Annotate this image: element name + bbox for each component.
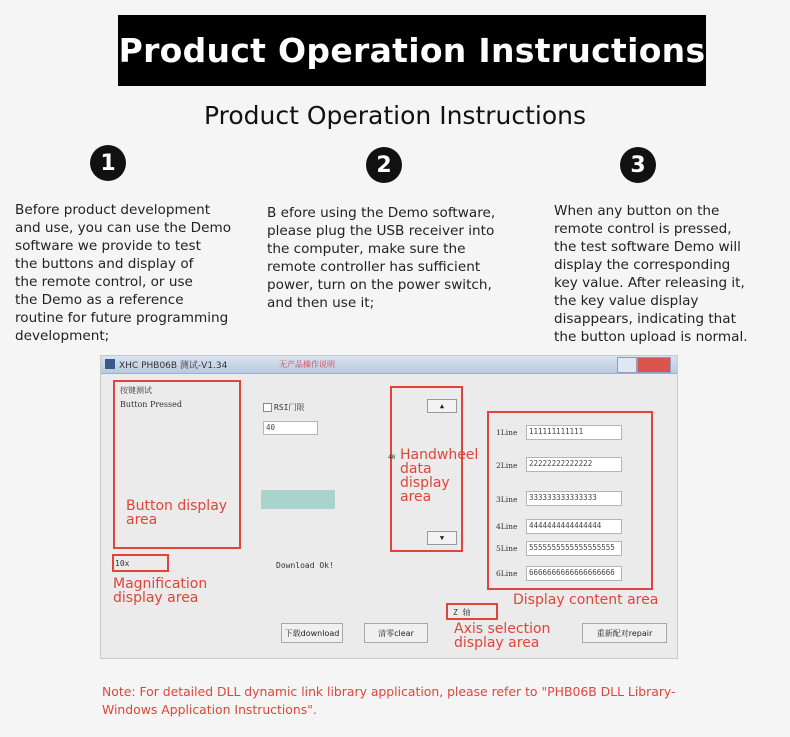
handwheel-down-button[interactable]	[427, 531, 457, 545]
display-content-area-label: Display content area	[513, 592, 659, 608]
axis-value: Z 轴	[453, 608, 471, 617]
rsi-checkbox-label: RSI门限	[274, 403, 305, 412]
status-bar-fill	[261, 490, 335, 509]
axis-selection-area-label: Axis selection display area	[454, 621, 551, 651]
line-6-field[interactable]: 6666666666666666666	[526, 566, 622, 581]
step-2-badge: 2	[366, 147, 402, 183]
step-1-badge: 1	[90, 145, 126, 181]
minimize-button[interactable]	[617, 357, 637, 373]
section-subtitle: Product Operation Instructions	[203, 101, 587, 130]
magnification-area-label: Magnification display area	[113, 576, 208, 606]
handwheel-area-label: Handwheel data display area	[400, 447, 479, 505]
close-button[interactable]	[637, 357, 671, 373]
clear-button[interactable]: 清零clear	[364, 623, 428, 643]
line-4-field[interactable]: 4444444444444444	[526, 519, 622, 534]
download-button[interactable]: 下载download	[281, 623, 343, 643]
window-titlebar[interactable]	[101, 356, 677, 374]
arrow-down-icon: ▼	[439, 534, 445, 542]
download-status: Download Ok!	[276, 561, 334, 570]
line-2-label: 2Line	[496, 461, 518, 470]
handwheel-up-button[interactable]	[427, 399, 457, 413]
dll-note: Note: For detailed DLL dynamic link library application, please refer to "PHB06B DLL Library-Windows Application Instructions".	[102, 684, 676, 717]
step-3-text: When any button on the remote control is pressed, the test software Demo will display the corresponding key value. After releasing it, the key value display disappears, indicating that the button upload is normal.	[554, 203, 748, 345]
line-4-label: 4Line	[496, 522, 518, 531]
banner-title: Product Operation Instructions	[118, 15, 706, 86]
rsi-checkbox[interactable]	[263, 403, 272, 412]
step-2-text: B efore using the Demo software, please plug the USB receiver into the computer, make sure the remote controller has sufficient power, turn on the power switch, and then use it;	[267, 205, 496, 311]
line-2-field[interactable]: 22222222222222	[526, 457, 622, 472]
line-1-label: 1Line	[496, 428, 518, 437]
threshold-input[interactable]: 40	[263, 421, 318, 435]
line-5-field[interactable]: 5555555555555555555	[526, 541, 622, 556]
app-icon	[105, 359, 115, 369]
button-group-title: 按键测试	[120, 386, 152, 395]
window-title: XHC PHB06B 测试-V1.34	[119, 361, 228, 371]
button-pressed-label: Button Pressed	[120, 400, 182, 409]
step-1-text: Before product development and use, you can use the Demo software we provide to test the buttons and display of the remote control, or use the Demo as a reference routine for future programming development;	[15, 202, 232, 344]
arrow-up-icon: ▲	[439, 402, 445, 410]
step-3-badge: 3	[620, 147, 656, 183]
line-3-field[interactable]: 333333333333333	[526, 491, 622, 506]
handwheel-value: 40	[388, 454, 396, 461]
line-3-label: 3Line	[496, 495, 518, 504]
line-1-field[interactable]: 111111111111	[526, 425, 622, 440]
demo-window	[100, 355, 678, 659]
button-display-area-label: Button display area	[126, 498, 228, 528]
magnification-value: 10x	[115, 559, 130, 568]
line-5-label: 5Line	[496, 544, 518, 553]
repair-button[interactable]: 重新配对repair	[582, 623, 667, 643]
line-6-label: 6Line	[496, 569, 518, 578]
window-center-title: 无产品操作说明	[279, 360, 335, 369]
